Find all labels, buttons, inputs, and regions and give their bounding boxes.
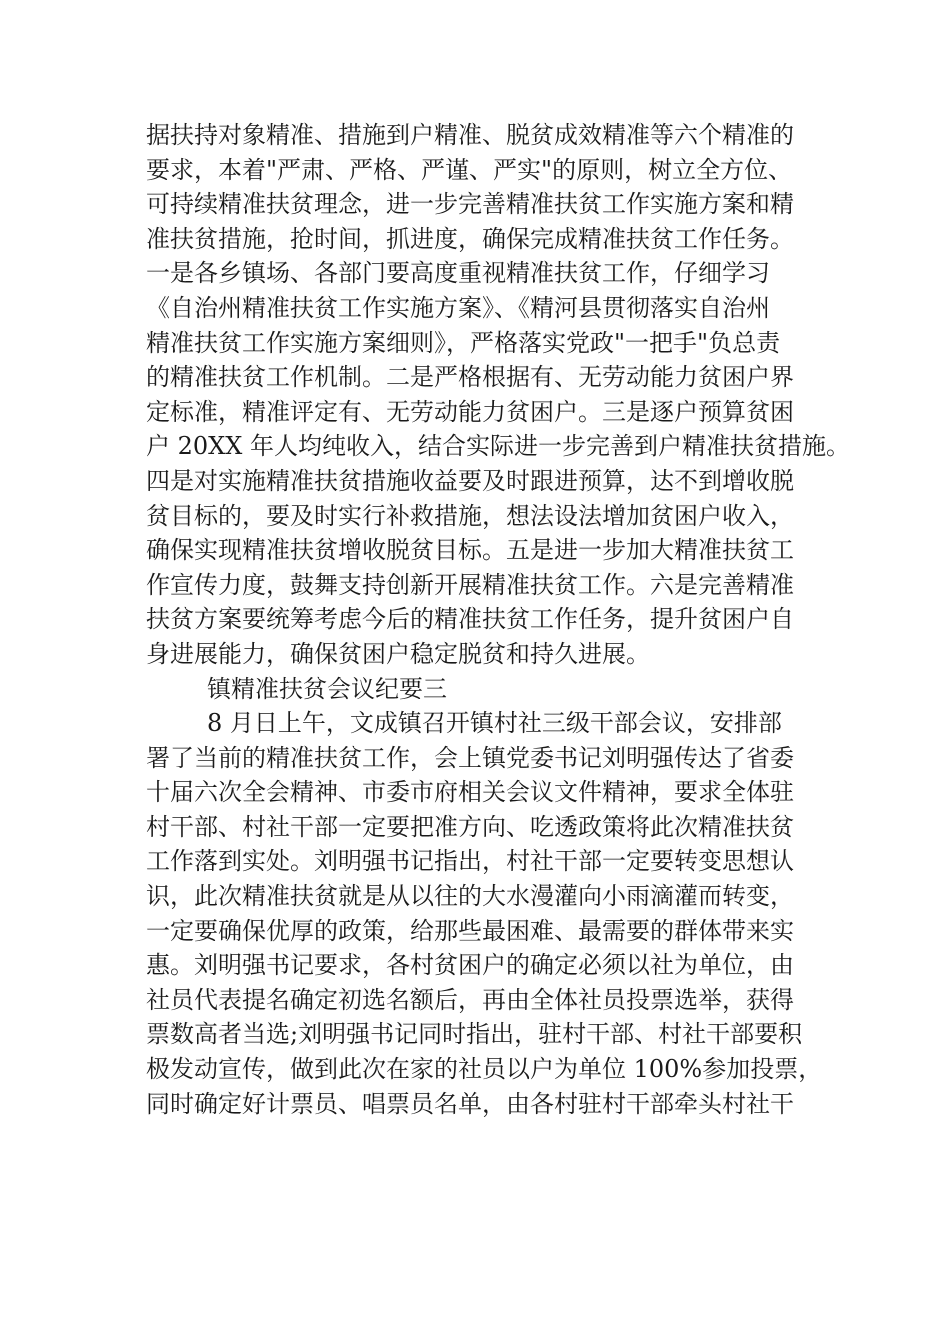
section-line: 同时确定好计票员、唱票员名单，由各村驻村干部牵头村社干 bbox=[146, 1089, 794, 1118]
section-line: 识，此次精准扶贫就是从以往的大水漫灌向小雨滴灌而转变， bbox=[146, 882, 794, 911]
section-line: 极发动宣传，做到此次在家的社员以户为单位 100%参加投票， bbox=[146, 1055, 823, 1084]
body-line: 扶贫方案要统筹考虑今后的精准扶贫工作任务，提升贫困户自 bbox=[146, 605, 794, 634]
body-line: 准扶贫措施，抢时间，抓进度，确保完成精准扶贫工作任务。 bbox=[146, 224, 794, 253]
body-line: 确保实现精准扶贫增收脱贫目标。五是进一步加大精准扶贫工 bbox=[146, 536, 794, 565]
body-line: 的精准扶贫工作机制。二是严格根据有、无劳动能力贫困户界 bbox=[146, 363, 794, 392]
document-body bbox=[146, 118, 866, 1121]
body-line: 一是各乡镇场、各部门要高度重视精准扶贫工作，仔细学习 bbox=[146, 259, 770, 288]
body-line: 户 20XX 年人均纯收入，结合实际进一步完善到户精准扶贫措施。 bbox=[146, 432, 850, 461]
body-line: 定标准，精准评定有、无劳动能力贫困户。三是逐户预算贫困 bbox=[146, 397, 794, 426]
section-line: 工作落到实处。刘明强书记指出，村社干部一定要转变思想认 bbox=[146, 847, 794, 876]
section-line: 一定要确保优厚的政策，给那些最困难、最需要的群体带来实 bbox=[146, 916, 794, 945]
body-line: 四是对实施精准扶贫措施收益要及时跟进预算，达不到增收脱 bbox=[146, 466, 794, 495]
body-line: 身进展能力，确保贫困户稳定脱贫和持久进展。 bbox=[146, 639, 650, 668]
body-line: 贫目标的，要及时实行补救措施，想法设法增加贫困户收入， bbox=[146, 501, 794, 530]
section-line: 票数高者当选;刘明强书记同时指出，驻村干部、村社干部要积 bbox=[146, 1020, 803, 1049]
section-line: 惠。刘明强书记要求，各村贫困户的确定必须以社为单位，由 bbox=[146, 951, 794, 980]
section-line: 十届六次全会精神、市委市府相关会议文件精神，要求全体驻 bbox=[146, 778, 794, 807]
section-line: 署了当前的精准扶贫工作，会上镇党委书记刘明强传达了省委 bbox=[146, 743, 794, 772]
body-line: 精准扶贫工作实施方案细则》，严格落实党政"一把手"负总责 bbox=[146, 328, 781, 357]
body-line: 《自治州精准扶贫工作实施方案》、《精河县贯彻落实自治州 bbox=[146, 293, 770, 322]
section-line: 村干部、村社干部一定要把准方向、吃透政策将此次精准扶贫 bbox=[146, 812, 794, 841]
section-line: 8 月日上午，文成镇召开镇村社三级干部会议，安排部 bbox=[207, 709, 782, 738]
body-line: 要求，本着"严肃、严格、严谨、严实"的原则，树立全方位、 bbox=[146, 155, 793, 184]
section-line: 社员代表提名确定初选名额后，再由全体社员投票选举，获得 bbox=[146, 985, 794, 1014]
body-line: 作宣传力度，鼓舞支持创新开展精准扶贫工作。六是完善精准 bbox=[146, 570, 794, 599]
body-line: 据扶持对象精准、措施到户精准、脱贫成效精准等六个精准的 bbox=[146, 121, 794, 149]
body-line: 可持续精准扶贫理念，进一步完善精准扶贫工作实施方案和精 bbox=[146, 190, 794, 219]
section-title: 镇精准扶贫会议纪要三 bbox=[207, 674, 447, 703]
